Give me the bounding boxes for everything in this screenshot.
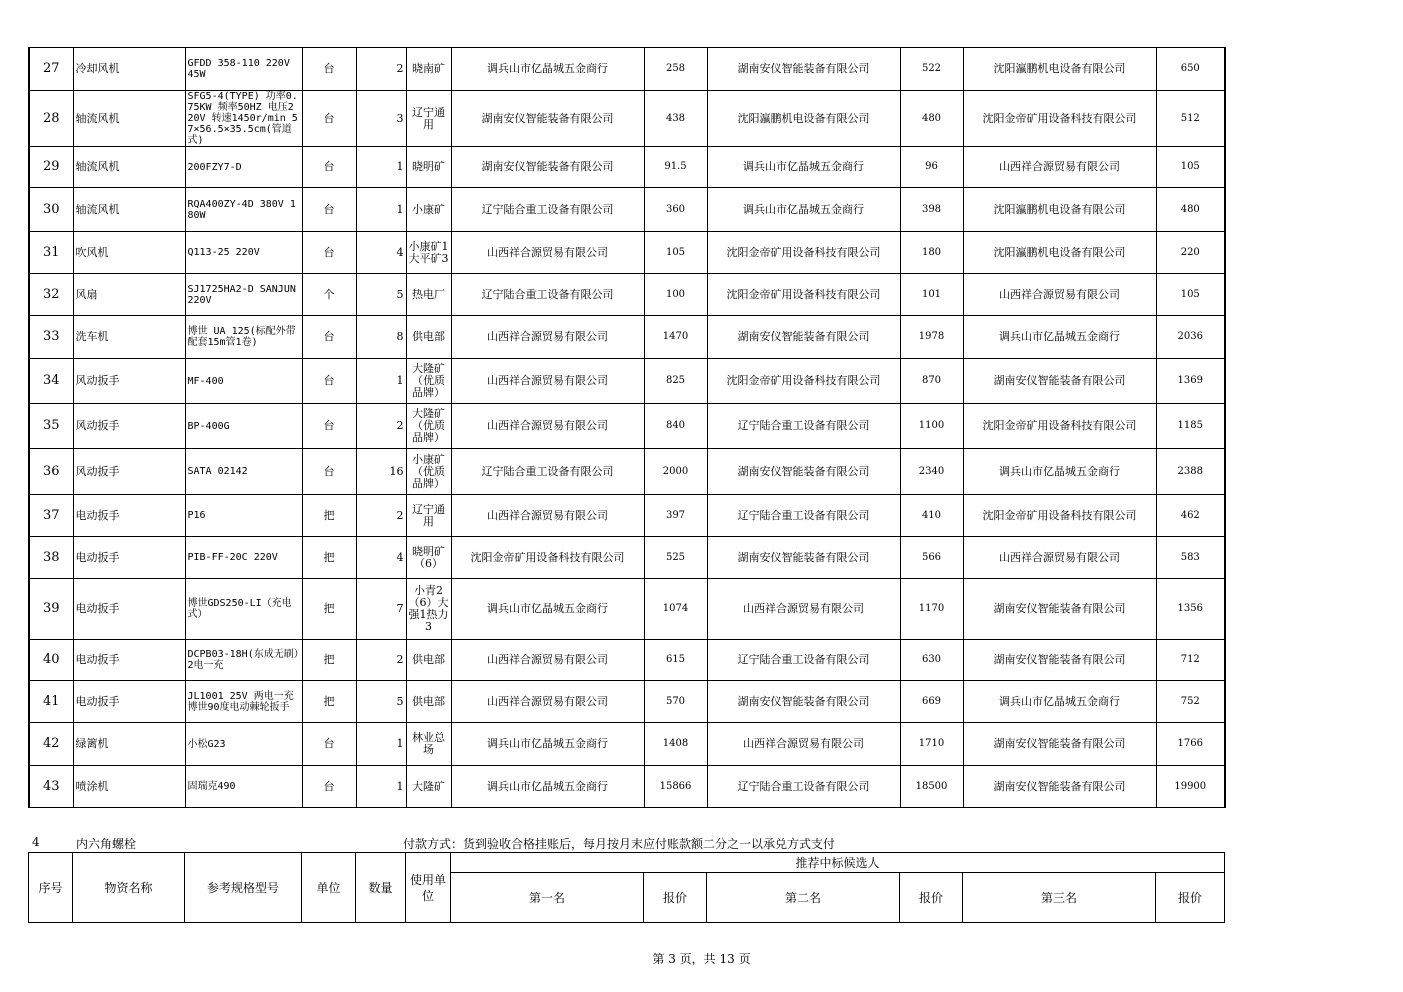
table-row (29, 359, 1225, 404)
item-spec: BP-400G (185, 404, 302, 449)
item-qty: 8 (356, 316, 406, 359)
third-candidate: 山西祥合源贸易有限公司 (963, 147, 1156, 188)
table-row (29, 274, 1225, 316)
first-price: 825 (644, 359, 707, 404)
first-price: 2000 (644, 449, 707, 495)
row-number: 32 (29, 274, 73, 316)
second-price: 630 (900, 640, 963, 681)
third-price: 650 (1156, 48, 1225, 91)
first-candidate: 湖南安仪智能装备有限公司 (451, 91, 644, 147)
item-name: 电动扳手 (73, 495, 185, 537)
item-qty: 2 (356, 640, 406, 681)
second-price: 1170 (900, 579, 963, 640)
third-candidate: 湖南安仪智能装备有限公司 (963, 579, 1156, 640)
second-candidate: 辽宁陆合重工设备有限公司 (707, 766, 900, 808)
item-unit: 台 (302, 188, 356, 232)
second-price: 398 (900, 188, 963, 232)
first-candidate: 沈阳金帝矿用设备科技有限公司 (451, 537, 644, 579)
third-price: 712 (1156, 640, 1225, 681)
use-unit: 小康矿 (406, 188, 451, 232)
item-qty: 5 (356, 681, 406, 723)
third-price: 480 (1156, 188, 1225, 232)
row-number: 36 (29, 449, 73, 495)
item-unit: 个 (302, 274, 356, 316)
third-candidate: 沈阳瀛鹏机电设备有限公司 (963, 232, 1156, 274)
header-first: 第一名 (451, 873, 644, 923)
item-spec: JL1001 25V 两电一充博世90度电动棘轮扳手 (185, 681, 302, 723)
header-price-3: 报价 (1156, 873, 1225, 923)
header-price-1: 报价 (644, 873, 707, 923)
first-price: 1470 (644, 316, 707, 359)
item-name: 风扇 (73, 274, 185, 316)
row-number: 28 (29, 91, 73, 147)
use-unit: 小康矿（优质品牌） (406, 449, 451, 495)
item-name: 风动扳手 (73, 449, 185, 495)
table-row (29, 766, 1225, 808)
header-spec: 参考规格型号 (185, 853, 302, 923)
table-row (29, 681, 1225, 723)
first-candidate: 山西祥合源贸易有限公司 (451, 316, 644, 359)
first-candidate: 山西祥合源贸易有限公司 (451, 404, 644, 449)
first-price: 397 (644, 495, 707, 537)
row-number: 37 (29, 495, 73, 537)
item-unit: 台 (302, 147, 356, 188)
third-price: 462 (1156, 495, 1225, 537)
item-unit: 把 (302, 579, 356, 640)
third-candidate: 调兵山市亿晶城五金商行 (963, 316, 1156, 359)
item-spec: SJ1725HA2-D SANJUN 220V (185, 274, 302, 316)
item-spec: Q113-25 220V (185, 232, 302, 274)
use-unit: 供电部 (406, 640, 451, 681)
item-name: 电动扳手 (73, 640, 185, 681)
item-name: 洗车机 (73, 316, 185, 359)
item-name: 轴流风机 (73, 188, 185, 232)
row-number: 38 (29, 537, 73, 579)
third-candidate: 湖南安仪智能装备有限公司 (963, 723, 1156, 766)
use-unit: 小康矿1大平矿3 (406, 232, 451, 274)
item-name: 电动扳手 (73, 579, 185, 640)
third-price: 512 (1156, 91, 1225, 147)
second-price: 1710 (900, 723, 963, 766)
item-unit: 把 (302, 681, 356, 723)
second-price: 566 (900, 537, 963, 579)
item-spec: DCPB03-18H(东成无刷）2电一充 (185, 640, 302, 681)
first-price: 91.5 (644, 147, 707, 188)
use-unit: 大隆矿（优质品牌） (406, 404, 451, 449)
second-price: 669 (900, 681, 963, 723)
second-candidate: 沈阳瀛鹏机电设备有限公司 (707, 91, 900, 147)
third-price: 2036 (1156, 316, 1225, 359)
third-candidate: 沈阳金帝矿用设备科技有限公司 (963, 495, 1156, 537)
third-candidate: 湖南安仪智能装备有限公司 (963, 766, 1156, 808)
header-recommend: 推荐中标候选人 (451, 853, 1225, 873)
item-unit: 台 (302, 766, 356, 808)
first-candidate: 辽宁陆合重工设备有限公司 (451, 274, 644, 316)
third-price: 1766 (1156, 723, 1225, 766)
section-number: 4 (32, 835, 40, 849)
second-price: 2340 (900, 449, 963, 495)
bid-table (28, 47, 1226, 808)
third-price: 752 (1156, 681, 1225, 723)
item-name: 风动扳手 (73, 404, 185, 449)
item-spec: SATA 02142 (185, 449, 302, 495)
item-spec: RQA400ZY-4D 380V 180W (185, 188, 302, 232)
item-spec: 200FZY7-D (185, 147, 302, 188)
header-third: 第三名 (963, 873, 1156, 923)
first-candidate: 辽宁陆合重工设备有限公司 (451, 188, 644, 232)
row-number: 31 (29, 232, 73, 274)
header-price-2: 报价 (900, 873, 963, 923)
second-price: 522 (900, 48, 963, 91)
use-unit: 小青2（6）大强1热力3 (406, 579, 451, 640)
first-candidate: 调兵山市亿晶城五金商行 (451, 766, 644, 808)
item-name: 电动扳手 (73, 537, 185, 579)
table-row (29, 188, 1225, 232)
third-price: 2388 (1156, 449, 1225, 495)
second-candidate: 湖南安仪智能装备有限公司 (707, 449, 900, 495)
item-name: 风动扳手 (73, 359, 185, 404)
second-price: 96 (900, 147, 963, 188)
third-candidate: 沈阳金帝矿用设备科技有限公司 (963, 404, 1156, 449)
item-unit: 把 (302, 495, 356, 537)
first-candidate: 辽宁陆合重工设备有限公司 (451, 449, 644, 495)
row-number: 40 (29, 640, 73, 681)
item-qty: 4 (356, 537, 406, 579)
use-unit: 热电厂 (406, 274, 451, 316)
second-candidate: 辽宁陆合重工设备有限公司 (707, 640, 900, 681)
row-number: 27 (29, 48, 73, 91)
second-price: 18500 (900, 766, 963, 808)
item-qty: 1 (356, 766, 406, 808)
first-price: 1074 (644, 579, 707, 640)
table-row (29, 537, 1225, 579)
second-candidate: 沈阳金帝矿用设备科技有限公司 (707, 232, 900, 274)
item-unit: 台 (302, 91, 356, 147)
header-use: 使用单位 (406, 853, 451, 923)
table-row (29, 147, 1225, 188)
header-name: 物资名称 (73, 853, 185, 923)
use-unit: 晓明矿 (406, 147, 451, 188)
second-candidate: 湖南安仪智能装备有限公司 (707, 537, 900, 579)
first-candidate: 山西祥合源贸易有限公司 (451, 681, 644, 723)
first-price: 840 (644, 404, 707, 449)
item-qty: 3 (356, 91, 406, 147)
item-unit: 台 (302, 449, 356, 495)
item-qty: 1 (356, 147, 406, 188)
item-qty: 4 (356, 232, 406, 274)
third-price: 1369 (1156, 359, 1225, 404)
table-row (29, 579, 1225, 640)
item-qty: 1 (356, 723, 406, 766)
third-candidate: 沈阳瀛鹏机电设备有限公司 (963, 188, 1156, 232)
item-qty: 2 (356, 404, 406, 449)
item-name: 吹风机 (73, 232, 185, 274)
second-candidate: 辽宁陆合重工设备有限公司 (707, 495, 900, 537)
item-qty: 2 (356, 495, 406, 537)
item-spec: 博世 UA 125(标配外带配套15m管1卷) (185, 316, 302, 359)
second-candidate: 沈阳金帝矿用设备科技有限公司 (707, 274, 900, 316)
item-unit: 把 (302, 537, 356, 579)
table-row (29, 723, 1225, 766)
use-unit: 辽宁通用 (406, 495, 451, 537)
use-unit: 供电部 (406, 316, 451, 359)
third-price: 105 (1156, 147, 1225, 188)
item-unit: 台 (302, 359, 356, 404)
first-price: 615 (644, 640, 707, 681)
header-second: 第二名 (707, 873, 900, 923)
use-unit: 供电部 (406, 681, 451, 723)
first-price: 100 (644, 274, 707, 316)
second-price: 180 (900, 232, 963, 274)
first-candidate: 山西祥合源贸易有限公司 (451, 359, 644, 404)
first-price: 360 (644, 188, 707, 232)
item-qty: 5 (356, 274, 406, 316)
item-spec: PIB-FF-20C 220V (185, 537, 302, 579)
item-spec: 博世GDS250-LI（充电式） (185, 579, 302, 640)
third-price: 105 (1156, 274, 1225, 316)
second-candidate: 沈阳金帝矿用设备科技有限公司 (707, 359, 900, 404)
row-number: 34 (29, 359, 73, 404)
use-unit: 大隆矿（优质品牌） (406, 359, 451, 404)
first-candidate: 山西祥合源贸易有限公司 (451, 640, 644, 681)
item-name: 轴流风机 (73, 147, 185, 188)
item-name: 轴流风机 (73, 91, 185, 147)
table-row (29, 91, 1225, 147)
row-number: 35 (29, 404, 73, 449)
third-candidate: 沈阳瀛鹏机电设备有限公司 (963, 48, 1156, 91)
first-price: 1408 (644, 723, 707, 766)
third-candidate: 山西祥合源贸易有限公司 (963, 274, 1156, 316)
first-candidate: 调兵山市亿晶城五金商行 (451, 723, 644, 766)
third-price: 220 (1156, 232, 1225, 274)
row-number: 33 (29, 316, 73, 359)
first-price: 570 (644, 681, 707, 723)
item-spec: MF-400 (185, 359, 302, 404)
item-name: 电动扳手 (73, 681, 185, 723)
item-qty: 1 (356, 188, 406, 232)
third-candidate: 湖南安仪智能装备有限公司 (963, 359, 1156, 404)
item-unit: 把 (302, 640, 356, 681)
second-candidate: 山西祥合源贸易有限公司 (707, 723, 900, 766)
item-name: 绿篱机 (73, 723, 185, 766)
item-spec: SFG5-4(TYPE) 功率0.75KW 频率50HZ 电压220V 转速1450r/min 57×56.5×35.5cm(管道式) (185, 91, 302, 147)
use-unit: 辽宁通用 (406, 91, 451, 147)
section-title: 内六角螺栓 (76, 837, 137, 851)
payment-terms: 付款方式：货到验收合格挂账后，每月按月末应付账款额二分之一以承兑方式支付 (403, 837, 836, 851)
first-candidate: 山西祥合源贸易有限公司 (451, 495, 644, 537)
item-spec: 小松G23 (185, 723, 302, 766)
table-row (29, 316, 1225, 359)
third-price: 583 (1156, 537, 1225, 579)
header-qty: 数量 (356, 853, 406, 923)
table-row (29, 495, 1225, 537)
second-candidate: 湖南安仪智能装备有限公司 (707, 681, 900, 723)
third-candidate: 沈阳金帝矿用设备科技有限公司 (963, 91, 1156, 147)
first-price: 438 (644, 91, 707, 147)
second-candidate: 调兵山市亿晶城五金商行 (707, 147, 900, 188)
header-unit: 单位 (302, 853, 356, 923)
table-row (29, 640, 1225, 681)
row-number: 43 (29, 766, 73, 808)
first-candidate: 调兵山市亿晶城五金商行 (451, 48, 644, 91)
page-footer: 第 3 页，共 13 页 (652, 952, 751, 966)
item-qty: 7 (356, 579, 406, 640)
third-candidate: 山西祥合源贸易有限公司 (963, 537, 1156, 579)
first-price: 258 (644, 48, 707, 91)
third-price: 19900 (1156, 766, 1225, 808)
second-price: 1978 (900, 316, 963, 359)
third-price: 1356 (1156, 579, 1225, 640)
row-number: 29 (29, 147, 73, 188)
use-unit: 林业总场 (406, 723, 451, 766)
second-price: 870 (900, 359, 963, 404)
header-no: 序号 (29, 853, 73, 923)
use-unit: 晓明矿（6） (406, 537, 451, 579)
row-number: 42 (29, 723, 73, 766)
item-unit: 台 (302, 723, 356, 766)
item-spec: GFDD 358-110 220V 45W (185, 48, 302, 91)
item-qty: 1 (356, 359, 406, 404)
third-candidate: 调兵山市亿晶城五金商行 (963, 681, 1156, 723)
section-heading (28, 835, 1224, 851)
table-row (29, 48, 1225, 91)
table-row (29, 404, 1225, 449)
second-candidate: 湖南安仪智能装备有限公司 (707, 316, 900, 359)
row-number: 39 (29, 579, 73, 640)
item-unit: 台 (302, 404, 356, 449)
item-unit: 台 (302, 232, 356, 274)
second-candidate: 调兵山市亿晶城五金商行 (707, 188, 900, 232)
row-number: 41 (29, 681, 73, 723)
first-candidate: 调兵山市亿晶城五金商行 (451, 579, 644, 640)
item-spec: P16 (185, 495, 302, 537)
table-row (29, 449, 1225, 495)
item-spec: 固瑞克490 (185, 766, 302, 808)
first-candidate: 山西祥合源贸易有限公司 (451, 232, 644, 274)
second-price: 101 (900, 274, 963, 316)
use-unit: 大隆矿 (406, 766, 451, 808)
second-price: 1100 (900, 404, 963, 449)
item-name: 冷却风机 (73, 48, 185, 91)
second-price: 410 (900, 495, 963, 537)
first-price: 105 (644, 232, 707, 274)
second-candidate: 辽宁陆合重工设备有限公司 (707, 404, 900, 449)
item-qty: 2 (356, 48, 406, 91)
third-candidate: 调兵山市亿晶城五金商行 (963, 449, 1156, 495)
second-candidate: 湖南安仪智能装备有限公司 (707, 48, 900, 91)
second-candidate: 山西祥合源贸易有限公司 (707, 579, 900, 640)
header-table (28, 852, 1225, 923)
row-number: 30 (29, 188, 73, 232)
third-candidate: 湖南安仪智能装备有限公司 (963, 640, 1156, 681)
item-name: 喷涂机 (73, 766, 185, 808)
first-price: 15866 (644, 766, 707, 808)
first-price: 525 (644, 537, 707, 579)
first-candidate: 湖南安仪智能装备有限公司 (451, 147, 644, 188)
third-price: 1185 (1156, 404, 1225, 449)
item-qty: 16 (356, 449, 406, 495)
table-row (29, 232, 1225, 274)
item-unit: 台 (302, 316, 356, 359)
second-price: 480 (900, 91, 963, 147)
use-unit: 晓南矿 (406, 48, 451, 91)
item-unit: 台 (302, 48, 356, 91)
